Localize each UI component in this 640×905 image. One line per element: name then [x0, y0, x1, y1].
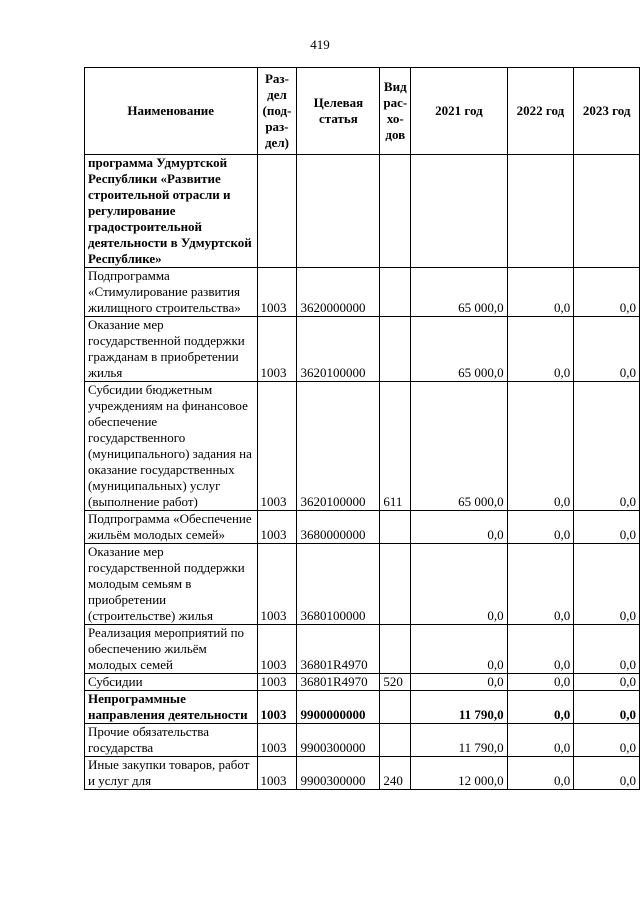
table-row: [85, 544, 640, 625]
table-row: [85, 674, 640, 691]
table-row: [85, 317, 640, 382]
cell-expense-type: [380, 544, 411, 625]
cell-name: Непрограммные направления деятельности: [85, 691, 258, 724]
table-row: [85, 724, 640, 757]
cell-2022: 0,0: [507, 724, 574, 757]
cell-2023: 0,0: [574, 724, 640, 757]
cell-2021: 11 790,0: [411, 724, 507, 757]
cell-section: 1003: [257, 625, 297, 674]
cell-name: Оказание мер государственной поддержки гражданам в приобретении жилья: [85, 317, 258, 382]
table-row: [85, 757, 640, 790]
cell-2021: 0,0: [411, 544, 507, 625]
cell-name: Реализация мероприятий по обеспечению жильём молодых семей: [85, 625, 258, 674]
cell-2022: 0,0: [507, 757, 574, 790]
cell-expense-type: 240: [380, 757, 411, 790]
cell-2022: [507, 155, 574, 268]
cell-expense-type: [380, 724, 411, 757]
cell-2022: 0,0: [507, 544, 574, 625]
cell-2022: 0,0: [507, 382, 574, 511]
cell-2023: 0,0: [574, 544, 640, 625]
cell-2023: [574, 155, 640, 268]
cell-2023: 0,0: [574, 625, 640, 674]
cell-2023: 0,0: [574, 674, 640, 691]
cell-name: программа Удмуртской Республики «Развитие строительной отрасли и регулирование градостроительной деятельности в Удмуртской Республике»: [85, 155, 258, 268]
cell-2021: [411, 155, 507, 268]
cell-2023: 0,0: [574, 268, 640, 317]
cell-2021: 0,0: [411, 625, 507, 674]
table-body: [85, 155, 640, 790]
cell-section: 1003: [257, 674, 297, 691]
cell-section: [257, 155, 297, 268]
cell-article: 3620100000: [297, 382, 380, 511]
cell-section: 1003: [257, 691, 297, 724]
cell-expense-type: [380, 625, 411, 674]
cell-section: 1003: [257, 724, 297, 757]
cell-article: 36801R4970: [297, 674, 380, 691]
cell-section: 1003: [257, 382, 297, 511]
cell-2021: 0,0: [411, 511, 507, 544]
table-row: [85, 511, 640, 544]
header-2023: 2023 год: [574, 68, 640, 155]
cell-2023: 0,0: [574, 511, 640, 544]
cell-name: Субсидии: [85, 674, 258, 691]
cell-section: 1003: [257, 317, 297, 382]
cell-expense-type: [380, 691, 411, 724]
cell-expense-type: [380, 511, 411, 544]
cell-2022: 0,0: [507, 511, 574, 544]
cell-article: [297, 155, 380, 268]
table-header-row: [85, 68, 640, 155]
cell-section: 1003: [257, 544, 297, 625]
cell-name: Иные закупки товаров, работ и услуг для: [85, 757, 258, 790]
table-row: [85, 268, 640, 317]
cell-expense-type: [380, 317, 411, 382]
table-row: [85, 155, 640, 268]
header-section: Раз- дел (под- раз- дел): [257, 68, 297, 155]
cell-2023: 0,0: [574, 691, 640, 724]
cell-2023: 0,0: [574, 317, 640, 382]
cell-article: 3620000000: [297, 268, 380, 317]
cell-2021: 65 000,0: [411, 382, 507, 511]
cell-name: Подпрограмма «Стимулирование развития жилищного строительства»: [85, 268, 258, 317]
cell-2021: 12 000,0: [411, 757, 507, 790]
cell-name: Оказание мер государственной поддержки молодым семьям в приобретении (строительстве) жилья: [85, 544, 258, 625]
cell-name: Подпрограмма «Обеспечение жильём молодых семей»: [85, 511, 258, 544]
cell-article: 9900300000: [297, 724, 380, 757]
header-name: Наименование: [85, 68, 258, 155]
header-2022: 2022 год: [507, 68, 574, 155]
cell-section: 1003: [257, 511, 297, 544]
cell-article: 3620100000: [297, 317, 380, 382]
cell-2021: 65 000,0: [411, 268, 507, 317]
cell-2021: 0,0: [411, 674, 507, 691]
cell-2021: 65 000,0: [411, 317, 507, 382]
cell-2022: 0,0: [507, 674, 574, 691]
cell-name: Субсидии бюджетным учреждениям на финансовое обеспечение государственного (муниципального) задания на оказание государственных (муниципальных) услуг (выполнение работ): [85, 382, 258, 511]
cell-2023: 0,0: [574, 382, 640, 511]
cell-expense-type: [380, 155, 411, 268]
table-row: [85, 382, 640, 511]
header-article: Целевая статья: [297, 68, 380, 155]
cell-2022: 0,0: [507, 691, 574, 724]
cell-2022: 0,0: [507, 625, 574, 674]
cell-section: 1003: [257, 268, 297, 317]
cell-2022: 0,0: [507, 268, 574, 317]
cell-expense-type: 611: [380, 382, 411, 511]
cell-article: 3680100000: [297, 544, 380, 625]
cell-2022: 0,0: [507, 317, 574, 382]
cell-name: Прочие обязательства государства: [85, 724, 258, 757]
table-row: [85, 691, 640, 724]
budget-table: [84, 67, 640, 790]
page-number: 419: [310, 37, 330, 52]
header-expense-type: Вид рас- хо- дов: [380, 68, 411, 155]
cell-2021: 11 790,0: [411, 691, 507, 724]
header-2021: 2021 год: [411, 68, 507, 155]
cell-article: 9900300000: [297, 757, 380, 790]
table-row: [85, 625, 640, 674]
cell-2023: 0,0: [574, 757, 640, 790]
cell-article: 9900000000: [297, 691, 380, 724]
cell-expense-type: [380, 268, 411, 317]
cell-article: 36801R4970: [297, 625, 380, 674]
cell-article: 3680000000: [297, 511, 380, 544]
cell-expense-type: 520: [380, 674, 411, 691]
cell-section: 1003: [257, 757, 297, 790]
